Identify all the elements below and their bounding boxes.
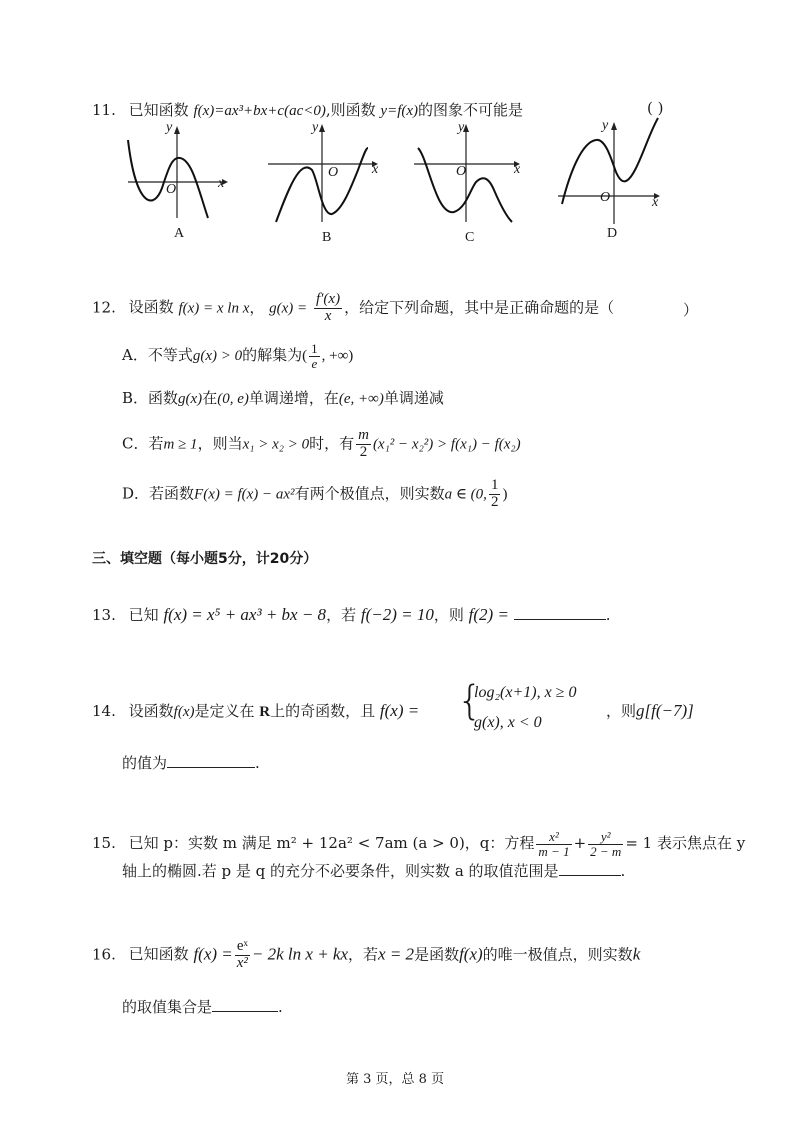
q12-option-c [122,428,521,461]
q12-a-mid: 的解集为 [242,346,303,365]
q14-stem [92,700,419,721]
q12-d-close: ) [502,486,508,503]
q12-c-mid: ，则当 [197,434,243,453]
q13-answer-blank[interactable] [514,605,606,620]
q12-option-a [122,342,353,370]
q12-a-formula: g(x) > 0 [192,348,243,365]
q12-c-cond2: x₁ > x₂ > 0 [242,436,310,453]
q13-stem [92,604,611,625]
q12-g-denominator: x [324,307,332,324]
q16-end: . [278,998,283,1016]
q12-c-formula: (x₁² − x₂²) > f(x₁) − f(x₂) [372,436,521,453]
q14-tail [606,700,694,721]
graph-a-label: A [174,226,185,241]
graph-b-x-label: x [372,162,379,177]
graph-c-y-label: y [458,120,465,135]
q11-number: 11. [92,101,116,119]
q12-c-mid2: 时，有 [309,434,355,453]
q13-formula: f(x) = x⁵ + ax³ + bx − 8 [163,605,327,624]
q16-numerator: eˣ [235,939,250,956]
q14-R: R [259,704,271,720]
q12-option-b [122,387,444,408]
q12-a-prefix: A．不等式 [122,346,193,365]
q12-c-numerator: m [358,427,369,443]
q16-number: 16. [92,945,116,964]
q12-d-in: a ∈ (0, [444,486,487,503]
q15-text-a: 已知 p：实数 m 满足 m² + 12a² < 7am (a > 0)，q：方程 [128,834,535,853]
graph-a-origin-label: O [166,182,177,197]
q12-d-mid: 有两个极值点，则实数 [294,484,445,503]
q16-line2-text: 的取值集合是 [122,998,213,1016]
q14-case-2: g(x), x < 0 [474,714,542,731]
q12-g-numerator: f′(x) [315,291,341,307]
graph-a-x-label: x [218,176,225,191]
graph-a-curve [128,140,208,218]
graph-c-curve [418,148,512,222]
q12-c-fraction [356,428,371,461]
q12-b-prefix: B．函数 [122,389,179,407]
graph-d-origin-label: O [600,190,611,205]
q16-text-d: 的唯一极值点，则实数 [482,945,633,964]
q12-number: 12. [92,298,116,317]
q12-g-fraction [314,292,342,325]
q16-text-c: 是函数 [414,945,460,964]
graph-c-origin-label: O [456,164,467,179]
q14-ask: g[f(−7)] [636,701,694,720]
q12-text-a: 设函数 [128,298,174,317]
graph-b-y-label: y [312,120,319,135]
q15-plus: + [573,834,587,853]
q11-graph-c [412,118,528,228]
q16-text-a: 已知函数 [128,945,189,964]
q11-graph-b [266,118,386,228]
q15-line2-text: 轴上的椭圆.若 p 是 q 的充分不必要条件，则实数 a 的取值范围是 [122,862,559,880]
q16-lhs: f(x) = [193,944,233,964]
q12-b-g: g(x) [178,391,203,407]
q15-f1-denominator: m − 1 [538,843,570,859]
q14-answer-blank[interactable] [167,753,255,768]
q11-text-a: 已知函数 [128,101,189,119]
q14-fx: f(x) [173,704,195,720]
section-3-title: 三、填空题（每小题5分，计20分） [92,551,318,567]
q15-end: . [620,862,626,880]
q12-a-numerator: 1 [311,341,318,356]
q11-stem [92,99,523,120]
q12-c-prefix: C．若 [122,434,164,453]
q14-case-1: log₂(x+1), x ≥ 0 [474,684,577,701]
q12-option-d [122,478,507,511]
q12-d-prefix: D．若函数 [122,484,195,503]
q13-ask: f(2) = [468,605,509,624]
q12-b-end: 单调递减 [383,389,444,407]
q12-c-cond: m ≥ 1 [163,436,198,453]
q16-cond: x = 2 [378,944,415,964]
q12-d-formula: F(x) = f(x) − ax² [194,486,295,503]
q14-end: . [255,754,260,772]
q12-g-lhs: g(x) = [269,300,308,317]
q13-cond: f(−2) = 10 [360,605,434,624]
q12-b-interval-2: (e, +∞) [338,391,384,407]
q12-a-denominator: e [311,355,318,371]
q13-end: . [605,606,611,624]
q15-text-b: = 1 表示焦点在 y [625,834,746,853]
q14-lhs: f(x) = [379,701,420,720]
q12-separator: ， [249,298,265,317]
q14-line2 [122,752,260,773]
q16-fraction [235,939,250,972]
q16-line2 [122,996,283,1017]
q12-b-in: 在 [202,389,218,407]
q12-a-interval-rest: , +∞) [321,348,354,365]
q12-paren-close: ） [683,301,699,319]
graph-d-y-label: y [602,118,609,133]
graph-c-label: C [465,230,475,245]
graph-b-origin-label: O [328,165,339,180]
page-footer: 第 3 页，总 8 页 [346,1072,445,1087]
q13-text-b: ，若 [326,606,357,624]
q14-text-c: 上的奇函数，且 [270,702,376,720]
q12-d-denominator: 2 [490,493,499,510]
q12-d-numerator: 1 [490,477,499,493]
q15-fraction-1 [536,830,571,858]
q11-answer-paren: ( ) [647,99,664,117]
q12-a-fraction [309,342,320,370]
graph-c-x-label: x [514,162,521,177]
q12-a-interval-open: ( [302,348,308,365]
q16-answer-blank[interactable] [212,997,278,1012]
q12-d-fraction [489,478,501,511]
q12-text-b: ，给定下列命题，其中是正确命题的是（ [344,298,615,317]
q15-f1-numerator: x² [536,830,571,845]
q15-f2-denominator: 2 − m [590,843,622,859]
q15-f2-numerator: y² [588,830,623,845]
q16-denominator: x² [236,954,248,971]
q12-c-denominator: 2 [359,443,368,460]
q16-k: k [632,944,641,964]
q13-number: 13. [92,606,116,624]
q13-text-c: ，则 [433,606,464,624]
q12-formula-f: f(x) = x ln x [178,300,250,317]
q14-number: 14. [92,702,116,720]
q16-fx: f(x) [459,944,483,964]
q16-text-b: ，若 [348,945,379,964]
q15-stem [92,830,745,858]
q14-text-a: 设函数 [128,702,174,720]
q16-rest: − 2k ln x + kx [251,944,349,964]
q11-text-b: ,则函数 [325,101,376,119]
q15-answer-blank[interactable] [559,861,621,876]
graph-b-label: B [322,230,332,245]
q12-stem [92,292,614,325]
q11-formula-2: y=f(x) [380,103,419,119]
q11-graph-d [556,112,666,230]
q11-formula-1: f(x)=ax³+bx+c(ac<0) [193,103,326,119]
q12-b-interval-1: (0, e) [217,391,249,407]
q14-line2-text: 的值为 [122,754,168,772]
q16-stem [92,939,640,972]
q15-fraction-2 [588,830,623,858]
q11-graph-a [122,118,232,228]
q13-text-a: 已知 [128,606,159,624]
q12-b-mid: 单调递增，在 [248,389,339,407]
q14-text-b: 是定义在 [194,702,255,720]
q15-number: 15. [92,834,116,853]
graph-a-y-label: y [166,120,173,135]
graph-d-x-label: x [652,195,659,210]
q11-text-c: 的图象不可能是 [418,101,524,119]
q14-text-d: ，则 [606,702,637,720]
q15-line2 [122,860,625,881]
graph-d-label: D [607,226,618,241]
q14-brace: { [457,678,483,724]
